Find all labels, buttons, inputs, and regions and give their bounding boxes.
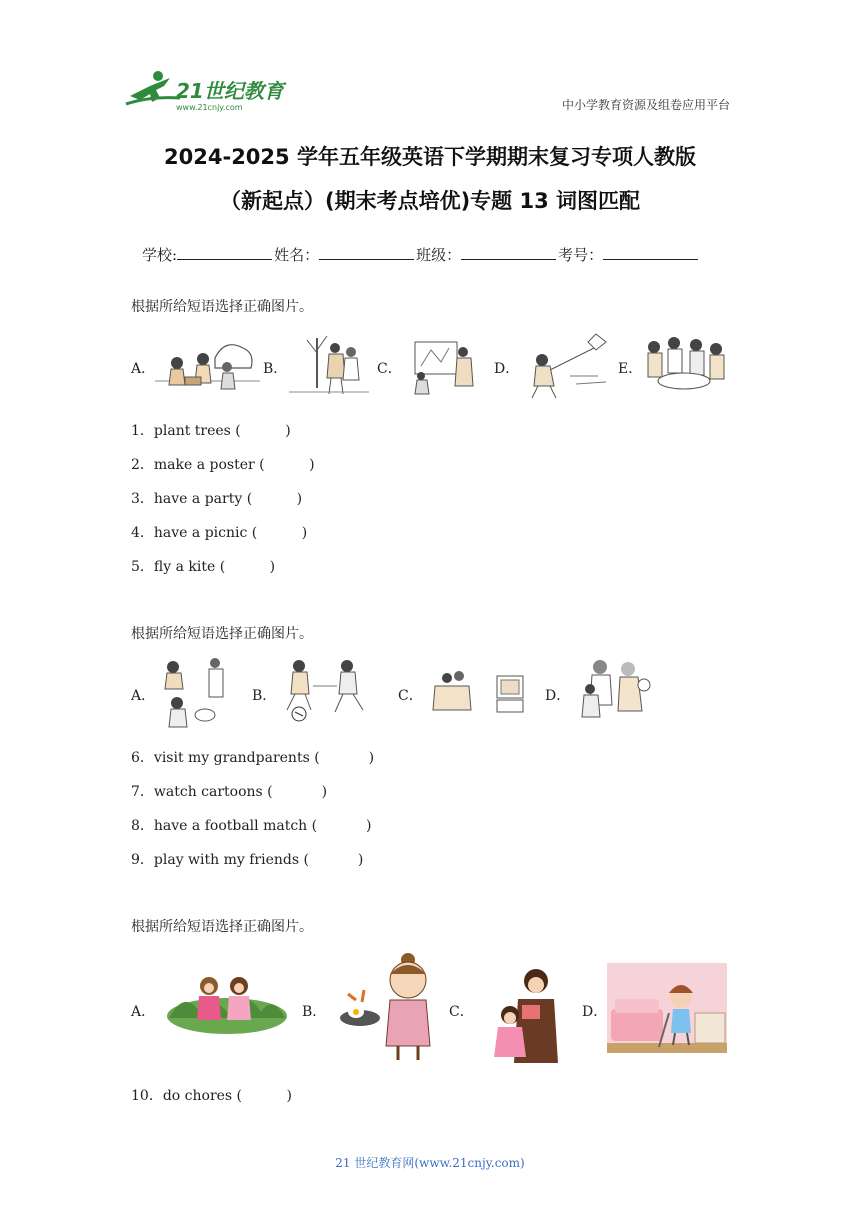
section3-option-b-label: B． xyxy=(302,1004,327,1020)
question-1: 1．plant trees ( ) xyxy=(131,423,291,439)
site-logo xyxy=(120,68,295,114)
cooking-woman-picture xyxy=(338,950,440,1062)
mother-daughter-picture xyxy=(488,965,563,1063)
class-label: 班级： xyxy=(416,246,462,264)
section2-option-a-label: A． xyxy=(131,688,156,704)
name-field[interactable] xyxy=(319,244,414,260)
section1-option-e-label: E． xyxy=(618,361,643,377)
logo-url: www.21cnjy.com xyxy=(176,103,243,112)
section2-instruction: 根据所给短语选择正确图片。 xyxy=(131,626,313,642)
question-5: 5．fly a kite ( ) xyxy=(131,559,276,575)
section3-option-c-label: C． xyxy=(449,1004,474,1020)
question-9: 9．play with my friends ( ) xyxy=(131,852,364,868)
plant-trees-picture xyxy=(287,328,372,400)
party-picture xyxy=(640,333,728,397)
student-info-row xyxy=(142,244,700,265)
question-2: 2．make a poster ( ) xyxy=(131,457,315,473)
section2-option-c-label: C． xyxy=(398,688,423,704)
section2-option-b-label: B． xyxy=(252,688,277,704)
runner-logo-icon xyxy=(126,71,180,104)
footer: 21 世纪教育网(www.21cnjy.com) xyxy=(335,1156,525,1170)
football-match-picture xyxy=(275,656,377,722)
page-title-line2: （新起点）(期末考点培优)专题 13 词图匹配 xyxy=(219,189,641,213)
exam-number-field[interactable] xyxy=(603,244,698,260)
play-with-friends-picture xyxy=(155,655,237,733)
class-field[interactable] xyxy=(461,244,556,260)
name-label: 姓名： xyxy=(274,246,320,264)
section3-option-a-label: A． xyxy=(131,1004,156,1020)
friends-playing-picture xyxy=(165,968,288,1034)
school-field[interactable] xyxy=(177,244,272,260)
platform-label: 中小学教育资源及组卷应用平台 xyxy=(561,98,730,112)
section3-instruction: 根据所给短语选择正确图片。 xyxy=(131,919,313,935)
exam-number-label: 考号： xyxy=(558,246,604,264)
school-label: 学校: xyxy=(142,246,178,264)
watch-cartoons-picture xyxy=(425,666,527,718)
section1-option-b-label: B． xyxy=(263,361,288,377)
fly-kite-picture xyxy=(520,330,612,402)
page-title-line1: 2024-2025 学年五年级英语下学期期末复习专项人教版 xyxy=(164,145,696,169)
picnic-picture xyxy=(155,333,260,398)
logo-text: 21世纪教育 xyxy=(176,79,284,103)
section3-option-d-label: D． xyxy=(582,1004,608,1020)
make-poster-picture xyxy=(407,336,479,396)
question-10: 10．do chores ( ) xyxy=(131,1088,292,1104)
boy-doing-chores-picture xyxy=(607,963,727,1053)
visit-grandparents-picture xyxy=(570,655,658,727)
question-6: 6．visit my grandparents ( ) xyxy=(131,750,375,766)
section1-instruction: 根据所给短语选择正确图片。 xyxy=(131,299,313,315)
section1-option-c-label: C． xyxy=(377,361,402,377)
question-4: 4．have a picnic ( ) xyxy=(131,525,308,541)
section1-option-a-label: A． xyxy=(131,361,156,377)
section2-option-d-label: D． xyxy=(545,688,571,704)
question-3: 3．have a party ( ) xyxy=(131,491,303,507)
section1-option-d-label: D． xyxy=(494,361,520,377)
question-8: 8．have a football match ( ) xyxy=(131,818,372,834)
question-7: 7．watch cartoons ( ) xyxy=(131,784,328,800)
